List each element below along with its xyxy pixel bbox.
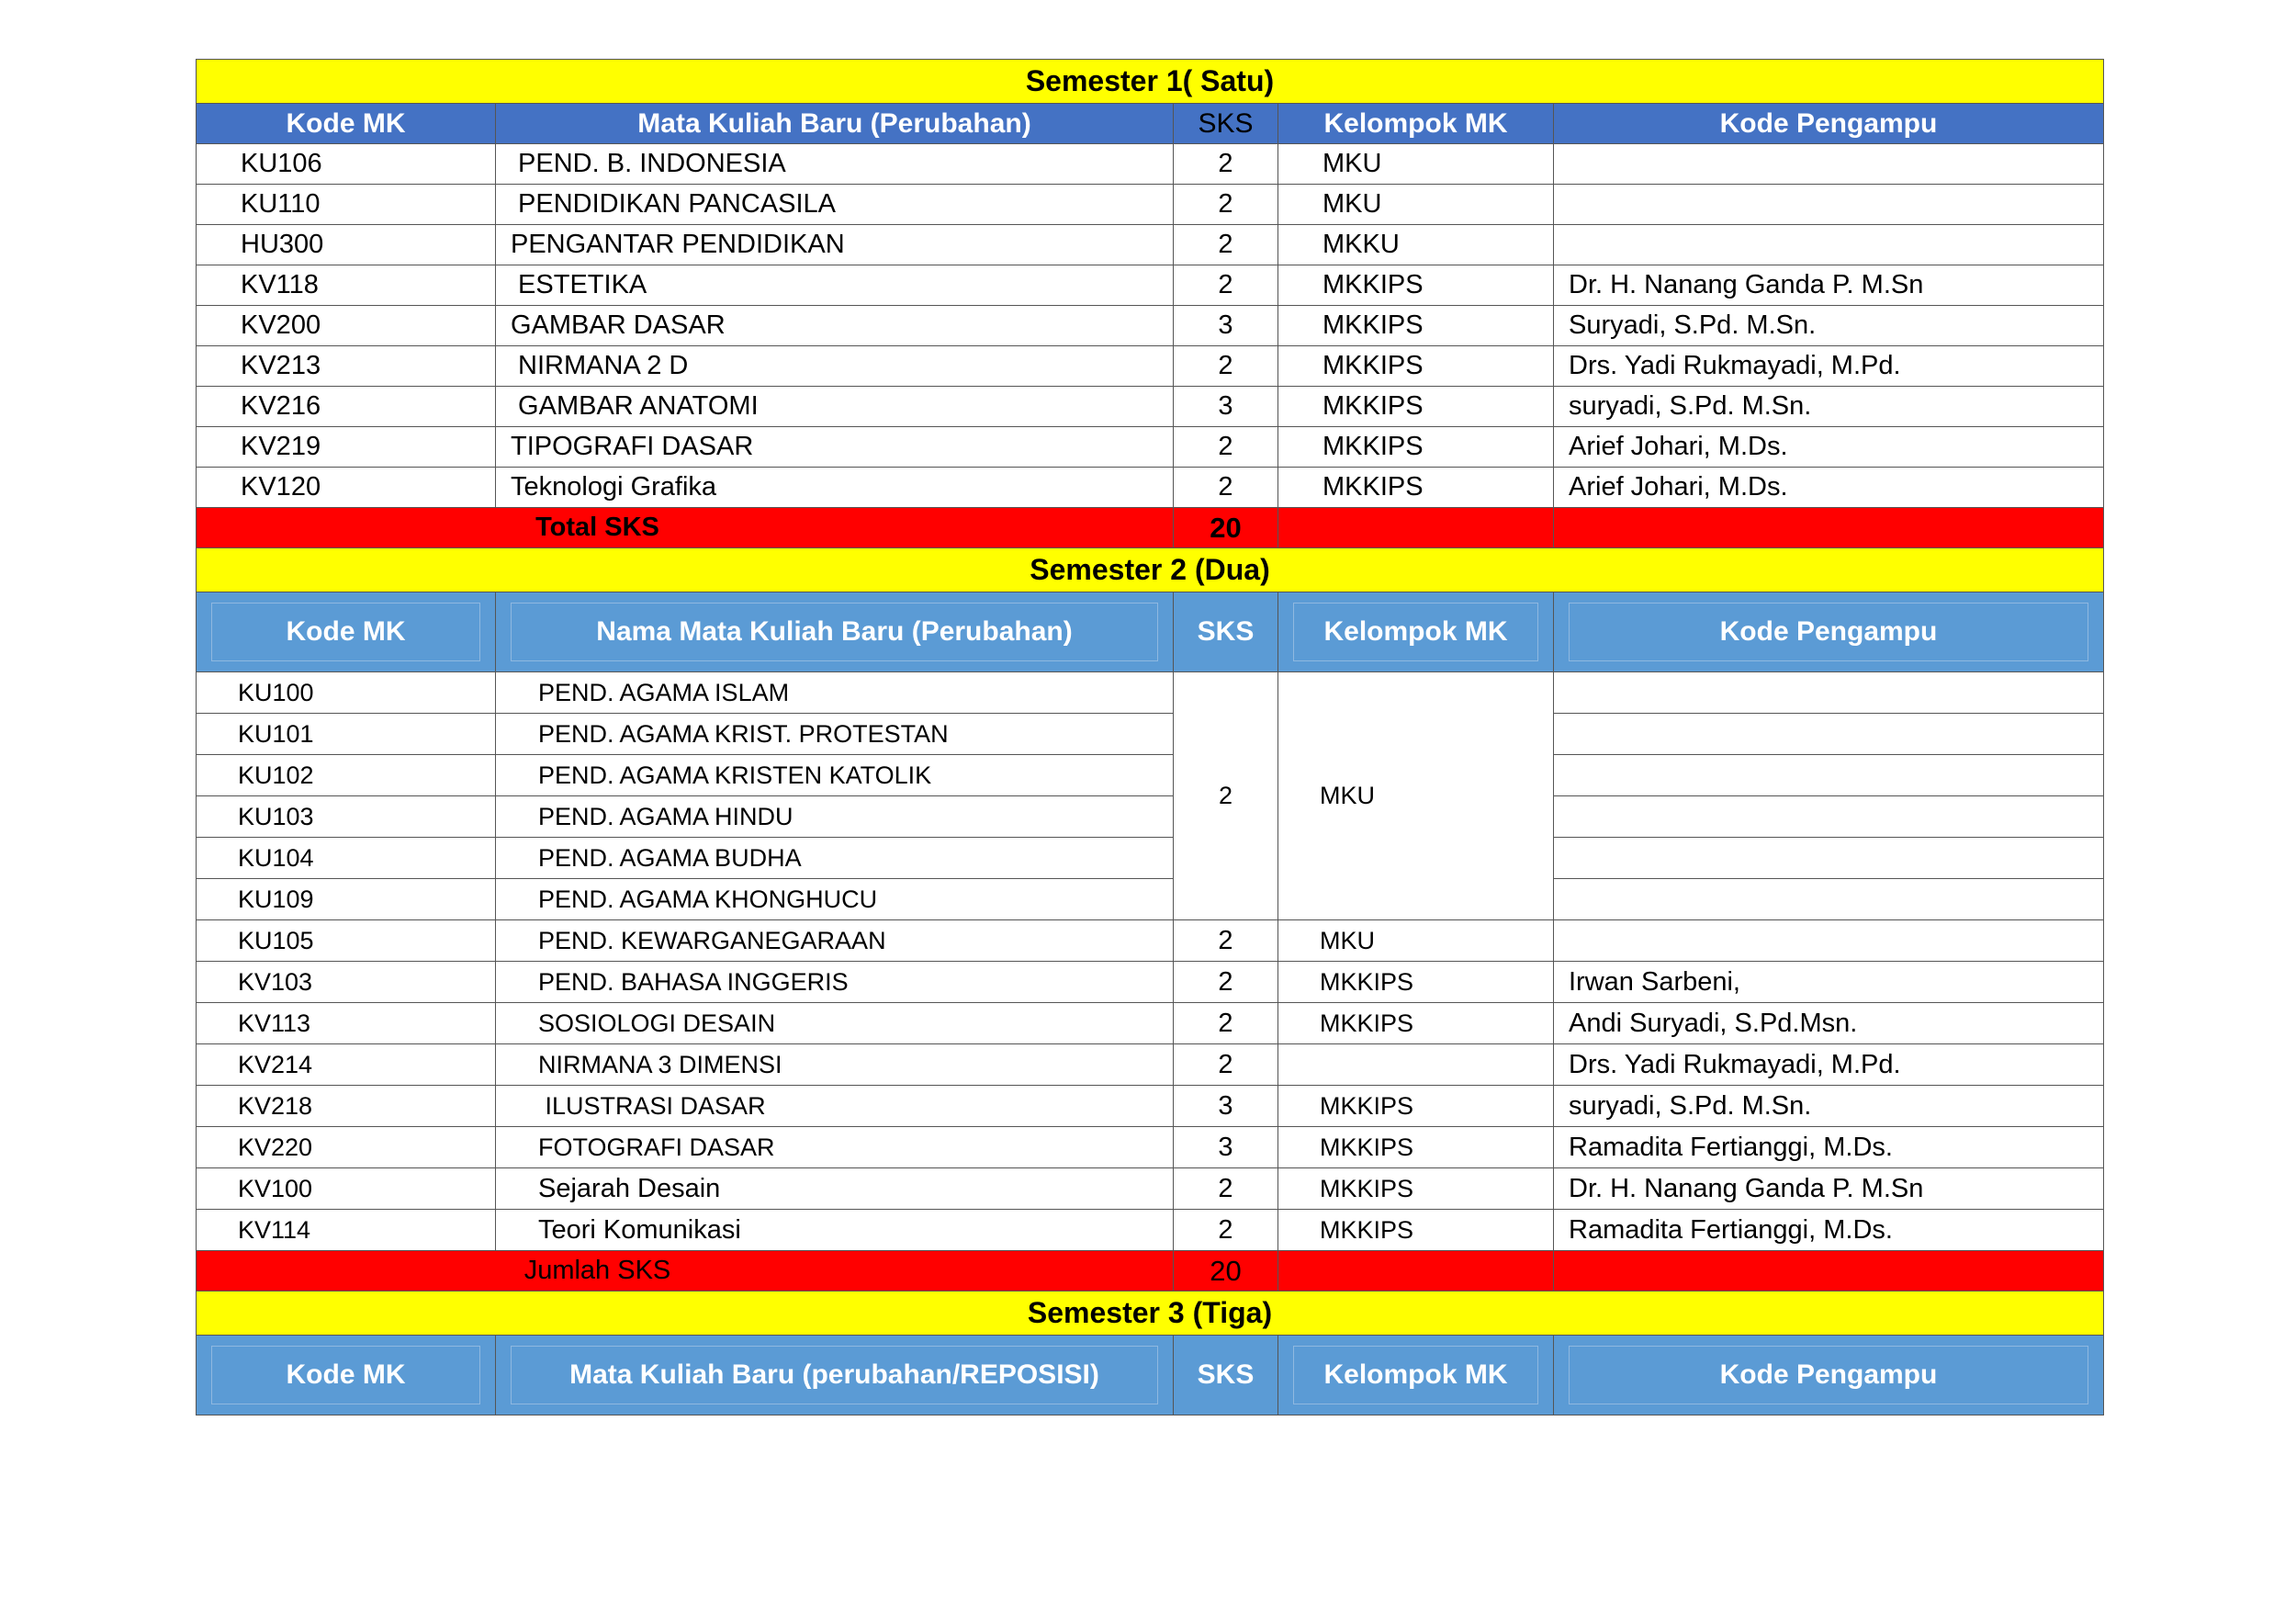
course-teacher bbox=[1554, 185, 2104, 225]
course-sks: 2 bbox=[1174, 1210, 1278, 1251]
table-row bbox=[197, 387, 2104, 427]
course-code: KV114 bbox=[197, 1210, 496, 1251]
header-kode-mk: Kode MK bbox=[197, 104, 496, 144]
table-row bbox=[197, 962, 2104, 1003]
course-code: KV100 bbox=[197, 1168, 496, 1210]
semester-1-header-row bbox=[197, 104, 2104, 144]
course-code: KV219 bbox=[197, 427, 496, 468]
course-sks: 2 bbox=[1174, 672, 1278, 920]
header-kode-mk-label: Kode MK bbox=[211, 1346, 480, 1404]
course-sks: 2 bbox=[1174, 1044, 1278, 1086]
course-name: PEND. AGAMA KHONGHUCU bbox=[496, 879, 1174, 920]
course-sks: 2 bbox=[1174, 468, 1278, 508]
jumlah-sks-label: Jumlah SKS bbox=[197, 1251, 1174, 1291]
table-row bbox=[197, 185, 2104, 225]
header-kelompok-mk-label: Kelompok MK bbox=[1293, 1346, 1538, 1404]
course-sks: 3 bbox=[1174, 387, 1278, 427]
course-code: KV220 bbox=[197, 1127, 496, 1168]
course-sks: 2 bbox=[1174, 225, 1278, 265]
course-teacher bbox=[1554, 796, 2104, 838]
total-sks-value: 20 bbox=[1174, 508, 1278, 548]
table-row bbox=[197, 1044, 2104, 1086]
course-name: PEND. BAHASA INGGERIS bbox=[496, 962, 1174, 1003]
course-name: NIRMANA 3 DIMENSI bbox=[496, 1044, 1174, 1086]
semester-2-title: Semester 2 (Dua) bbox=[197, 548, 2104, 592]
course-teacher: Drs. Yadi Rukmayadi, M.Pd. bbox=[1554, 1044, 2104, 1086]
course-teacher: Suryadi, S.Pd. M.Sn. bbox=[1554, 306, 2104, 346]
course-sks: 3 bbox=[1174, 1127, 1278, 1168]
course-group: MKKIPS bbox=[1278, 962, 1554, 1003]
course-code: HU300 bbox=[197, 225, 496, 265]
course-code: KU105 bbox=[197, 920, 496, 962]
semester-2-total-row bbox=[197, 1251, 2104, 1291]
header-mata-kuliah-label: Nama Mata Kuliah Baru (Perubahan) bbox=[511, 603, 1158, 661]
header-mata-kuliah: Mata Kuliah Baru (Perubahan) bbox=[496, 104, 1174, 144]
course-teacher: suryadi, S.Pd. M.Sn. bbox=[1554, 1086, 2104, 1127]
total-empty-cell bbox=[1554, 1251, 2104, 1291]
course-sks: 2 bbox=[1174, 265, 1278, 306]
course-teacher: Irwan Sarbeni, bbox=[1554, 962, 2104, 1003]
course-code: KU106 bbox=[197, 144, 496, 185]
jumlah-sks-value: 20 bbox=[1174, 1251, 1278, 1291]
course-code: KU110 bbox=[197, 185, 496, 225]
header-sks bbox=[1174, 592, 1278, 672]
table-row bbox=[197, 714, 2104, 755]
course-code: KV218 bbox=[197, 1086, 496, 1127]
course-teacher: Ramadita Fertianggi, M.Ds. bbox=[1554, 1210, 2104, 1251]
course-group: MKU bbox=[1278, 672, 1554, 920]
table-row bbox=[197, 427, 2104, 468]
course-code: KU101 bbox=[197, 714, 496, 755]
course-teacher bbox=[1554, 755, 2104, 796]
course-code: KV103 bbox=[197, 962, 496, 1003]
table-row bbox=[197, 1086, 2104, 1127]
course-group: MKKIPS bbox=[1278, 468, 1554, 508]
header-kode-pengampu-label: Kode Pengampu bbox=[1569, 603, 2088, 661]
course-name: PEND. KEWARGANEGARAAN bbox=[496, 920, 1174, 962]
course-name: PENDIDIKAN PANCASILA bbox=[496, 185, 1174, 225]
header-kelompok-mk: Kelompok MK bbox=[1278, 104, 1554, 144]
course-name: ESTETIKA bbox=[496, 265, 1174, 306]
course-teacher: suryadi, S.Pd. M.Sn. bbox=[1554, 387, 2104, 427]
course-sks: 2 bbox=[1174, 144, 1278, 185]
header-kelompok-mk bbox=[1278, 592, 1554, 672]
course-name: GAMBAR DASAR bbox=[496, 306, 1174, 346]
course-name: ILUSTRASI DASAR bbox=[496, 1086, 1174, 1127]
semester-2-title-row bbox=[197, 548, 2104, 592]
course-name: FOTOGRAFI DASAR bbox=[496, 1127, 1174, 1168]
course-teacher: Arief Johari, M.Ds. bbox=[1554, 468, 2104, 508]
course-group: MKKIPS bbox=[1278, 1003, 1554, 1044]
course-teacher bbox=[1554, 714, 2104, 755]
course-teacher bbox=[1554, 838, 2104, 879]
semester-3-title-row bbox=[197, 1291, 2104, 1336]
table-row bbox=[197, 1210, 2104, 1251]
table-row bbox=[197, 225, 2104, 265]
course-teacher bbox=[1554, 920, 2104, 962]
course-code: KV120 bbox=[197, 468, 496, 508]
table-row bbox=[197, 306, 2104, 346]
course-group: MKKIPS bbox=[1278, 427, 1554, 468]
course-name: Sejarah Desain bbox=[496, 1168, 1174, 1210]
table-row bbox=[197, 144, 2104, 185]
course-teacher: Drs. Yadi Rukmayadi, M.Pd. bbox=[1554, 346, 2104, 387]
table-row bbox=[197, 346, 2104, 387]
course-name: TIPOGRAFI DASAR bbox=[496, 427, 1174, 468]
course-code: KV216 bbox=[197, 387, 496, 427]
course-name: PEND. B. INDONESIA bbox=[496, 144, 1174, 185]
course-sks: 2 bbox=[1174, 185, 1278, 225]
total-empty-cell bbox=[1278, 508, 1554, 548]
course-group: MKKU bbox=[1278, 225, 1554, 265]
table-row bbox=[197, 879, 2104, 920]
course-teacher: Dr. H. Nanang Ganda P. M.Sn bbox=[1554, 1168, 2104, 1210]
course-group bbox=[1278, 1044, 1554, 1086]
course-code: KV200 bbox=[197, 306, 496, 346]
course-teacher bbox=[1554, 879, 2104, 920]
course-name: PEND. AGAMA KRISTEN KATOLIK bbox=[496, 755, 1174, 796]
total-empty-cell bbox=[1278, 1251, 1554, 1291]
course-teacher bbox=[1554, 672, 2104, 714]
course-name: SOSIOLOGI DESAIN bbox=[496, 1003, 1174, 1044]
total-empty-cell bbox=[1554, 508, 2104, 548]
semester-1-title-row bbox=[197, 60, 2104, 104]
course-group: MKKIPS bbox=[1278, 1086, 1554, 1127]
header-sks-label: SKS bbox=[1197, 1359, 1255, 1390]
table-row bbox=[197, 755, 2104, 796]
header-kelompok-mk-label: Kelompok MK bbox=[1293, 603, 1538, 661]
header-kode-pengampu bbox=[1554, 592, 2104, 672]
course-sks: 2 bbox=[1174, 920, 1278, 962]
header-kode-pengampu: Kode Pengampu bbox=[1554, 104, 2104, 144]
course-code: KV113 bbox=[197, 1003, 496, 1044]
course-teacher bbox=[1554, 144, 2104, 185]
semester-1-title: Semester 1( Satu) bbox=[197, 60, 2104, 104]
course-group: MKU bbox=[1278, 144, 1554, 185]
table-row bbox=[197, 838, 2104, 879]
course-name: PEND. AGAMA KRIST. PROTESTAN bbox=[496, 714, 1174, 755]
header-kode-pengampu bbox=[1554, 1336, 2104, 1415]
semester-3-header-row bbox=[197, 1336, 2104, 1415]
course-name: NIRMANA 2 D bbox=[496, 346, 1174, 387]
course-code: KU109 bbox=[197, 879, 496, 920]
course-group: MKKIPS bbox=[1278, 1168, 1554, 1210]
course-group: MKKIPS bbox=[1278, 346, 1554, 387]
table-row bbox=[197, 672, 2104, 714]
header-mata-kuliah-label: Mata Kuliah Baru (perubahan/REPOSISI) bbox=[511, 1346, 1158, 1404]
course-sks: 3 bbox=[1174, 1086, 1278, 1127]
course-teacher: Andi Suryadi, S.Pd.Msn. bbox=[1554, 1003, 2104, 1044]
table-row bbox=[197, 1127, 2104, 1168]
course-teacher bbox=[1554, 225, 2104, 265]
course-group: MKKIPS bbox=[1278, 265, 1554, 306]
course-name: Teori Komunikasi bbox=[496, 1210, 1174, 1251]
course-name: PEND. AGAMA ISLAM bbox=[496, 672, 1174, 714]
course-teacher: Ramadita Fertianggi, M.Ds. bbox=[1554, 1127, 2104, 1168]
course-name: GAMBAR ANATOMI bbox=[496, 387, 1174, 427]
course-name: PEND. AGAMA HINDU bbox=[496, 796, 1174, 838]
course-code: KU100 bbox=[197, 672, 496, 714]
course-sheet bbox=[196, 59, 2103, 1415]
course-group: MKU bbox=[1278, 920, 1554, 962]
course-teacher: Dr. H. Nanang Ganda P. M.Sn bbox=[1554, 265, 2104, 306]
course-code: KU102 bbox=[197, 755, 496, 796]
course-group: MKKIPS bbox=[1278, 1127, 1554, 1168]
table-row bbox=[197, 920, 2104, 962]
header-sks: SKS bbox=[1174, 104, 1278, 144]
header-sks bbox=[1174, 1336, 1278, 1415]
header-kelompok-mk bbox=[1278, 1336, 1554, 1415]
header-sks-label: SKS bbox=[1197, 616, 1255, 647]
course-name: PEND. AGAMA BUDHA bbox=[496, 838, 1174, 879]
course-code: KV214 bbox=[197, 1044, 496, 1086]
course-sks: 2 bbox=[1174, 1168, 1278, 1210]
course-sks: 2 bbox=[1174, 346, 1278, 387]
course-group: MKKIPS bbox=[1278, 387, 1554, 427]
total-sks-label: Total SKS bbox=[197, 508, 1174, 548]
header-kode-mk-label: Kode MK bbox=[211, 603, 480, 661]
course-sks: 2 bbox=[1174, 1003, 1278, 1044]
header-kode-mk bbox=[197, 592, 496, 672]
course-sks: 3 bbox=[1174, 306, 1278, 346]
table-row bbox=[197, 1168, 2104, 1210]
course-code: KV213 bbox=[197, 346, 496, 387]
course-name: Teknologi Grafika bbox=[496, 468, 1174, 508]
table-row bbox=[197, 796, 2104, 838]
course-name: PENGANTAR PENDIDIKAN bbox=[496, 225, 1174, 265]
course-code: KU103 bbox=[197, 796, 496, 838]
semester-2-header-row bbox=[197, 592, 2104, 672]
header-mata-kuliah bbox=[496, 1336, 1174, 1415]
header-mata-kuliah bbox=[496, 592, 1174, 672]
course-group: MKU bbox=[1278, 185, 1554, 225]
table-row bbox=[197, 1003, 2104, 1044]
course-sks: 2 bbox=[1174, 962, 1278, 1003]
course-group: MKKIPS bbox=[1278, 306, 1554, 346]
header-kode-mk bbox=[197, 1336, 496, 1415]
course-code: KV118 bbox=[197, 265, 496, 306]
semester-3-title: Semester 3 (Tiga) bbox=[197, 1291, 2104, 1336]
course-group: MKKIPS bbox=[1278, 1210, 1554, 1251]
table-row bbox=[197, 468, 2104, 508]
course-code: KU104 bbox=[197, 838, 496, 879]
header-kode-pengampu-label: Kode Pengampu bbox=[1569, 1346, 2088, 1404]
curriculum-table bbox=[196, 59, 2104, 1415]
semester-1-total-row bbox=[197, 508, 2104, 548]
course-sks: 2 bbox=[1174, 427, 1278, 468]
course-teacher: Arief Johari, M.Ds. bbox=[1554, 427, 2104, 468]
table-row bbox=[197, 265, 2104, 306]
